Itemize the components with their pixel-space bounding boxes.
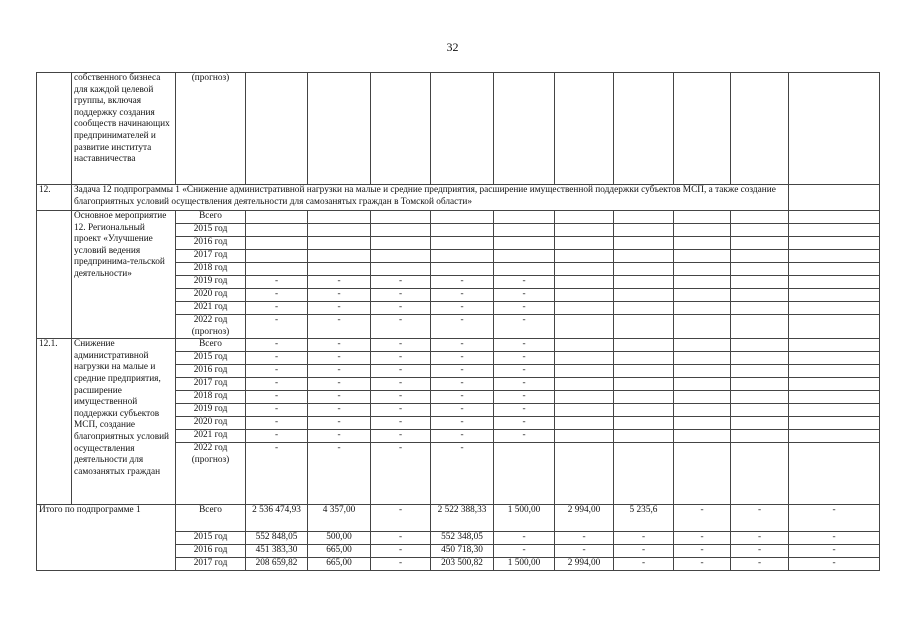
value-cell: - [431, 302, 494, 315]
value-cell: - [494, 276, 555, 289]
value-cell: - [731, 545, 789, 558]
value-cell [731, 211, 789, 224]
value-cell [555, 352, 614, 365]
value-cell [494, 263, 555, 276]
value-cell: - [371, 417, 431, 430]
value-cell [555, 443, 614, 505]
table-row [37, 185, 880, 211]
value-cell: - [789, 532, 880, 545]
value-cell [789, 339, 880, 352]
value-cell: - [789, 545, 880, 558]
value-cell [614, 417, 674, 430]
value-cell [555, 211, 614, 224]
value-cell: - [371, 545, 431, 558]
value-cell [555, 430, 614, 443]
value-cell [555, 339, 614, 352]
value-cell: - [431, 417, 494, 430]
value-cell [731, 237, 789, 250]
value-cell [789, 211, 880, 224]
value-cell: - [431, 391, 494, 404]
value-cell: - [371, 302, 431, 315]
value-cell [789, 378, 880, 391]
value-cell [614, 404, 674, 417]
value-cell: - [494, 545, 555, 558]
value-cell [308, 224, 371, 237]
value-cell [731, 443, 789, 505]
value-cell [371, 263, 431, 276]
value-cell [731, 365, 789, 378]
value-cell: 665,00 [308, 545, 371, 558]
year-cell: 2020 год [176, 289, 246, 302]
value-cell: - [431, 315, 494, 339]
value-cell [674, 289, 731, 302]
value-cell: - [246, 339, 308, 352]
value-cell: 500,00 [308, 532, 371, 545]
value-cell [555, 417, 614, 430]
value-cell [555, 237, 614, 250]
row-number-cell: 12.1. [37, 339, 72, 505]
value-cell: 2 994,00 [555, 505, 614, 532]
totals-label: Итого по подпрограмме 1 [37, 505, 176, 571]
value-cell [555, 224, 614, 237]
value-cell: - [789, 558, 880, 571]
value-cell: - [494, 391, 555, 404]
task-number: 12. [37, 185, 72, 211]
year-cell: 2016 год [176, 237, 246, 250]
value-cell: 2 536 474,93 [246, 505, 308, 532]
value-cell [246, 224, 308, 237]
value-cell [674, 276, 731, 289]
value-cell: 1 500,00 [494, 558, 555, 571]
year-cell: 2015 год [176, 224, 246, 237]
value-cell: - [789, 505, 880, 532]
table-row [37, 73, 880, 185]
page-number: 32 [446, 40, 459, 54]
value-cell: - [246, 391, 308, 404]
value-cell [555, 289, 614, 302]
value-cell [789, 185, 880, 211]
value-cell: 1 500,00 [494, 505, 555, 532]
value-cell [789, 237, 880, 250]
value-cell [431, 263, 494, 276]
value-cell [308, 263, 371, 276]
row-number-cell [37, 73, 72, 185]
value-cell [731, 391, 789, 404]
value-cell [731, 339, 789, 352]
value-cell [674, 378, 731, 391]
year-cell: 2017 год [176, 558, 246, 571]
value-cell [674, 237, 731, 250]
value-cell: - [308, 289, 371, 302]
value-cell: 552 348,05 [431, 532, 494, 545]
value-cell: - [371, 315, 431, 339]
value-cell [674, 315, 731, 339]
value-cell: - [371, 339, 431, 352]
value-cell: - [555, 545, 614, 558]
value-cell [494, 224, 555, 237]
value-cell [246, 263, 308, 276]
budget-table [36, 72, 880, 571]
value-cell: - [371, 365, 431, 378]
value-cell [731, 315, 789, 339]
value-cell: - [371, 289, 431, 302]
value-cell [789, 73, 880, 185]
value-cell [431, 211, 494, 224]
value-cell [789, 276, 880, 289]
value-cell [731, 302, 789, 315]
value-cell [614, 430, 674, 443]
year-cell: 2020 год [176, 417, 246, 430]
value-cell: - [371, 276, 431, 289]
value-cell [555, 391, 614, 404]
value-cell [674, 224, 731, 237]
value-cell [614, 352, 674, 365]
value-cell: - [246, 289, 308, 302]
year-cell: 2019 год [176, 276, 246, 289]
value-cell [555, 263, 614, 276]
value-cell [731, 378, 789, 391]
value-cell: - [731, 532, 789, 545]
value-cell [789, 404, 880, 417]
value-cell: - [494, 404, 555, 417]
value-cell [308, 237, 371, 250]
table-row [37, 211, 880, 224]
value-cell [494, 250, 555, 263]
value-cell: - [431, 404, 494, 417]
value-cell [614, 365, 674, 378]
value-cell [494, 211, 555, 224]
value-cell [731, 224, 789, 237]
value-cell [614, 237, 674, 250]
year-cell: 2021 год [176, 430, 246, 443]
value-cell [614, 263, 674, 276]
value-cell: - [371, 443, 431, 505]
year-cell: 2019 год [176, 404, 246, 417]
value-cell: - [494, 302, 555, 315]
value-cell [555, 302, 614, 315]
value-cell [789, 365, 880, 378]
value-cell [494, 237, 555, 250]
value-cell: - [308, 404, 371, 417]
value-cell [674, 250, 731, 263]
value-cell [789, 250, 880, 263]
value-cell [674, 443, 731, 505]
value-cell: - [371, 378, 431, 391]
value-cell [371, 250, 431, 263]
value-cell: - [371, 391, 431, 404]
value-cell: 451 383,30 [246, 545, 308, 558]
value-cell: - [308, 339, 371, 352]
value-cell: - [674, 532, 731, 545]
activity-name: Основное мероприятие 12. Региональный проект «Улучшение условий ведения предпринима-тельской деятельности» [72, 211, 176, 339]
value-cell [614, 315, 674, 339]
value-cell [555, 276, 614, 289]
value-cell [431, 250, 494, 263]
year-cell: (прогноз) [176, 73, 246, 185]
value-cell: - [246, 302, 308, 315]
value-cell [789, 430, 880, 443]
value-cell: - [494, 352, 555, 365]
value-cell: - [431, 365, 494, 378]
value-cell: 208 659,82 [246, 558, 308, 571]
value-cell [555, 250, 614, 263]
value-cell: - [614, 532, 674, 545]
value-cell [731, 289, 789, 302]
value-cell: - [674, 558, 731, 571]
value-cell: - [246, 430, 308, 443]
value-cell: - [494, 289, 555, 302]
value-cell [614, 73, 674, 185]
value-cell [555, 315, 614, 339]
value-cell [674, 263, 731, 276]
value-cell: 2 522 388,33 [431, 505, 494, 532]
value-cell [371, 224, 431, 237]
value-cell [614, 378, 674, 391]
value-cell [674, 417, 731, 430]
value-cell [555, 73, 614, 185]
value-cell [246, 211, 308, 224]
year-cell: 2015 год [176, 352, 246, 365]
value-cell: - [431, 352, 494, 365]
value-cell: - [371, 532, 431, 545]
value-cell [789, 315, 880, 339]
value-cell: - [614, 558, 674, 571]
value-cell [494, 443, 555, 505]
value-cell [308, 250, 371, 263]
year-cell: 2018 год [176, 391, 246, 404]
value-cell: - [246, 315, 308, 339]
value-cell [674, 352, 731, 365]
value-cell [246, 73, 308, 185]
value-cell: - [431, 443, 494, 505]
value-cell: - [494, 365, 555, 378]
value-cell: - [431, 430, 494, 443]
value-cell: - [494, 430, 555, 443]
value-cell: 203 500,82 [431, 558, 494, 571]
value-cell: - [494, 532, 555, 545]
value-cell [494, 73, 555, 185]
value-cell: - [308, 302, 371, 315]
value-cell [731, 73, 789, 185]
value-cell: 5 235,6 [614, 505, 674, 532]
value-cell [674, 302, 731, 315]
value-cell [431, 224, 494, 237]
value-cell: - [371, 352, 431, 365]
value-cell [789, 289, 880, 302]
value-cell [674, 365, 731, 378]
value-cell: - [308, 430, 371, 443]
value-cell: - [371, 558, 431, 571]
value-cell: - [674, 545, 731, 558]
value-cell: - [246, 417, 308, 430]
value-cell: - [731, 505, 789, 532]
value-cell [614, 289, 674, 302]
value-cell [308, 211, 371, 224]
value-cell [731, 404, 789, 417]
year-cell: 2016 год [176, 365, 246, 378]
value-cell: - [371, 404, 431, 417]
value-cell [614, 443, 674, 505]
value-cell: - [308, 391, 371, 404]
value-cell [371, 237, 431, 250]
value-cell: - [246, 352, 308, 365]
year-cell: 2016 год [176, 545, 246, 558]
value-cell [614, 276, 674, 289]
row-number-cell [37, 211, 72, 339]
value-cell: - [371, 505, 431, 532]
value-cell: - [308, 417, 371, 430]
value-cell: 450 718,30 [431, 545, 494, 558]
year-cell: Всего [176, 211, 246, 224]
value-cell: - [431, 276, 494, 289]
task-title: Задача 12 подпрограммы 1 «Снижение административной нагрузки на малые и средние предприятия, расширение имущественной поддержки субъектов МСП, а также создание благоприятных условий осуществления деятельности для самозанятых граждан в Томской области» [72, 185, 789, 211]
value-cell [308, 73, 371, 185]
value-cell [731, 276, 789, 289]
value-cell [789, 352, 880, 365]
value-cell [789, 417, 880, 430]
value-cell: - [371, 430, 431, 443]
value-cell: - [246, 443, 308, 505]
value-cell: - [555, 532, 614, 545]
value-cell: - [731, 558, 789, 571]
value-cell [614, 391, 674, 404]
value-cell: - [431, 289, 494, 302]
value-cell [674, 391, 731, 404]
value-cell: - [494, 339, 555, 352]
value-cell: 552 848,05 [246, 532, 308, 545]
value-cell [789, 224, 880, 237]
year-cell: 2022 год (прогноз) [176, 315, 246, 339]
value-cell: 4 357,00 [308, 505, 371, 532]
value-cell [731, 430, 789, 443]
value-cell [731, 263, 789, 276]
value-cell [555, 378, 614, 391]
value-cell: - [308, 365, 371, 378]
value-cell [371, 211, 431, 224]
year-cell: 2017 год [176, 250, 246, 263]
value-cell: - [308, 276, 371, 289]
value-cell [614, 339, 674, 352]
value-cell [731, 250, 789, 263]
value-cell: - [494, 315, 555, 339]
value-cell: - [246, 378, 308, 391]
value-cell [789, 443, 880, 505]
year-cell: 2018 год [176, 263, 246, 276]
year-cell: Всего [176, 505, 246, 532]
year-cell: 2015 год [176, 532, 246, 545]
value-cell [246, 237, 308, 250]
value-cell: - [308, 378, 371, 391]
value-cell [614, 211, 674, 224]
year-cell: 2021 год [176, 302, 246, 315]
value-cell [371, 73, 431, 185]
activity-name: собственного бизнеса для каждой целевой группы, включая поддержку создания сообществ начинающих предпринимателей и развитие института наставничества [72, 73, 176, 185]
value-cell [674, 339, 731, 352]
value-cell: - [246, 404, 308, 417]
value-cell: - [308, 352, 371, 365]
value-cell [246, 250, 308, 263]
value-cell: 665,00 [308, 558, 371, 571]
value-cell [674, 73, 731, 185]
value-cell: - [494, 417, 555, 430]
value-cell: - [674, 505, 731, 532]
value-cell [789, 263, 880, 276]
year-cell: 2022 год (прогноз) [176, 443, 246, 505]
value-cell: - [614, 545, 674, 558]
value-cell: - [431, 378, 494, 391]
value-cell [731, 352, 789, 365]
value-cell: - [308, 315, 371, 339]
value-cell [555, 365, 614, 378]
value-cell [731, 417, 789, 430]
year-cell: 2017 год [176, 378, 246, 391]
value-cell: - [246, 365, 308, 378]
value-cell [431, 73, 494, 185]
value-cell [674, 404, 731, 417]
value-cell [789, 391, 880, 404]
year-cell: Всего [176, 339, 246, 352]
value-cell [614, 224, 674, 237]
table-row [37, 505, 880, 532]
value-cell: - [431, 339, 494, 352]
table-row [37, 339, 880, 352]
value-cell [431, 237, 494, 250]
value-cell [789, 302, 880, 315]
value-cell [555, 404, 614, 417]
value-cell [674, 211, 731, 224]
value-cell: 2 994,00 [555, 558, 614, 571]
value-cell: - [494, 378, 555, 391]
value-cell [674, 430, 731, 443]
value-cell: - [308, 443, 371, 505]
value-cell [614, 250, 674, 263]
activity-name: Снижение административной нагрузки на малые и средние предприятия, расширение имущественной поддержки субъектов МСП, создание благоприятных условий осуществления деятельности для самозанятых граждан [72, 339, 176, 505]
value-cell [614, 302, 674, 315]
value-cell: - [246, 276, 308, 289]
